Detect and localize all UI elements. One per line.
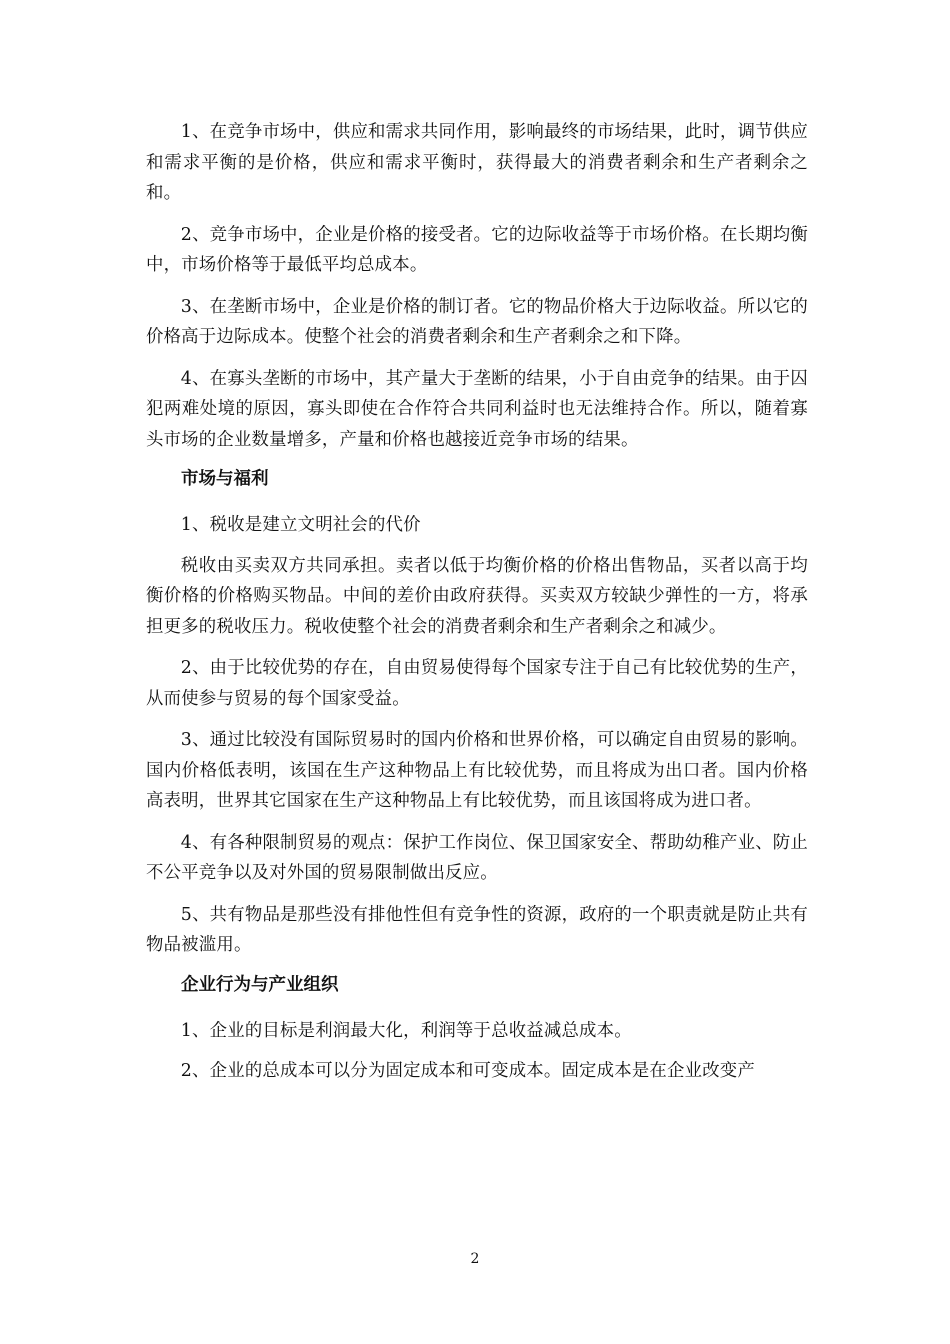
section-heading: 企业行为与产业组织	[181, 974, 339, 995]
paragraph: 税收由买卖双方共同承担。卖者以低于均衡价格的价格出售物品，买者以高于均衡价格的价格购买物品。中间的差价由政府获得。买卖双方较缺少弹性的一方，将承担更多的税收压力。税收使整个社会的消费者剩余和生产者剩余之和减少。	[146, 555, 808, 637]
section-heading: 市场与福利	[181, 469, 269, 489]
paragraph: 2、企业的总成本可以分为固定成本和可变成本。固定成本是在企业改变产	[180, 1061, 755, 1081]
paragraph: 1、税收是建立文明社会的代价	[180, 515, 421, 535]
paragraph: 4、有各种限制贸易的观点：保护工作岗位、保卫国家安全、帮助幼稚产业、防止不公平竞争以及对外国的贸易限制做出反应。	[146, 832, 808, 883]
paragraph: 4、在寡头垄断的市场中，其产量大于垄断的结果，小于自由竞争的结果。由于囚犯两难处境的原因，寡头即使在合作符合共同利益时也无法维持合作。所以，随着寡头市场的企业数量增多，产量和价格也越接近竞争市场的结果。	[146, 368, 808, 450]
paragraph: 2、由于比较优势的存在，自由贸易使得每个国家专注于自己有比较优势的生产，从而使参与贸易的每个国家受益。	[146, 658, 808, 709]
document-body	[146, 117, 808, 1098]
paragraph: 1、在竞争市场中，供应和需求共同作用，影响最终的市场结果，此时，调节供应和需求平衡的是价格，供应和需求平衡时，获得最大的消费者剩余和生产者剩余之和。	[146, 122, 808, 203]
paragraph: 3、在垄断市场中，企业是价格的制订者。它的物品价格大于边际收益。所以它的价格高于边际成本。使整个社会的消费者剩余和生产者剩余之和下降。	[146, 296, 808, 347]
paragraph: 2、竞争市场中，企业是价格的接受者。它的边际收益等于市场价格。在长期均衡中，市场价格等于最低平均总成本。	[146, 224, 808, 275]
page-number: 2	[470, 1251, 480, 1267]
paragraph: 5、共有物品是那些没有排他性但有竞争性的资源，政府的一个职责就是防止共有物品被滥用。	[146, 904, 808, 955]
paragraph: 1、企业的目标是利润最大化，利润等于总收益减总成本。	[180, 1020, 632, 1041]
paragraph: 3、通过比较没有国际贸易时的国内价格和世界价格，可以确定自由贸易的影响。国内价格低表明，该国在生产这种物品上有比较优势，而且将成为出口者。国内价格高表明，世界其它国家在生产这种物品上有比较优势，而且该国将成为进口者。	[146, 730, 808, 811]
